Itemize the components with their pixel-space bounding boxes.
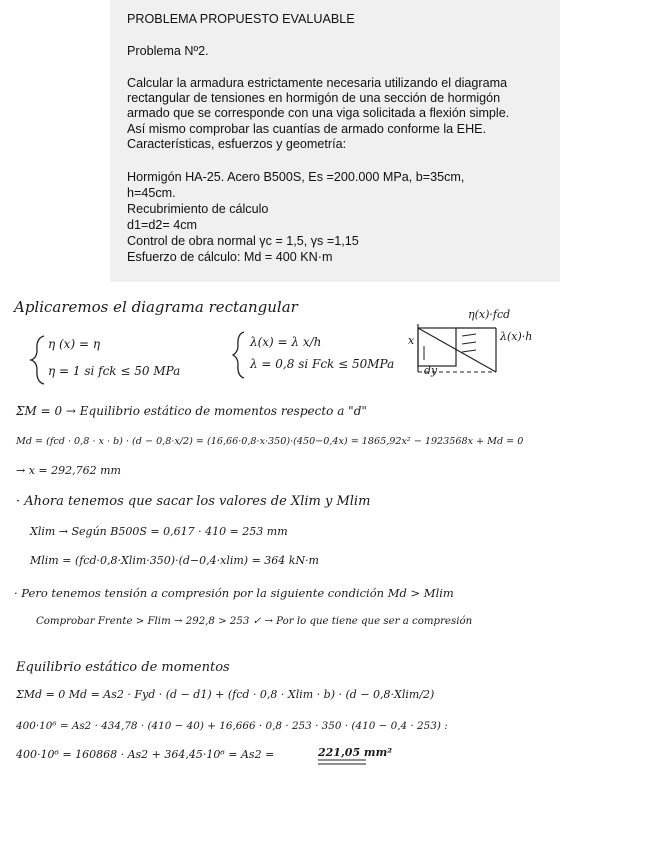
statement-title: PROBLEMA PROPUESTO EVALUABLE <box>127 12 355 26</box>
desc-line: Calcular la armadura estrictamente necesaria utilizando el diagrama <box>127 76 508 90</box>
diagram-label-x: x <box>408 334 415 347</box>
hw-final-equation: 400·10⁶ = 160868 · As2 + 364,45·10⁶ = As2 = <box>16 748 275 761</box>
diagram-label-top: η(x)·fcd <box>468 308 511 321</box>
desc-line: rectangular de tensiones en hormigón de una sección de hormigón <box>127 91 501 105</box>
hw-equilibrium-heading: ΣM = 0 → Equilibrio estático de momentos respecto a "d" <box>16 404 367 418</box>
spec-line: Hormigón HA-25. Acero B500S, Es =200.000 MPa, b=35cm, <box>127 170 465 184</box>
hw-as2-result: 221,05 mm² <box>318 746 393 759</box>
spec-line: d1=d2= 4cm <box>127 218 198 232</box>
spec-line: Control de obra normal γc = 1,5, γs =1,15 <box>127 234 359 248</box>
problem-number: Problema Nº2. <box>127 44 209 58</box>
hw-compression-note: · Pero tenemos tensión a compresión por la siguiente condición Md > Mlim <box>14 586 454 600</box>
spec-line: h=45cm. <box>127 186 176 200</box>
desc-line: Características, esfuerzos y geometría: <box>127 137 347 151</box>
hw-moments-heading: Equilibrio estático de momentos <box>16 660 230 675</box>
hw-eta-def: η (x) = η <box>48 337 101 351</box>
hw-lambda-cond: λ = 0,8 si Fck ≤ 50MPa <box>250 357 395 371</box>
spec-line: Esfuerzo de cálculo: Md = 400 KN·m <box>127 250 333 264</box>
arrow <box>462 342 476 344</box>
diagram-label-right: λ(x)·h <box>500 330 533 343</box>
hw-limits-heading: · Ahora tenemos que sacar los valores de Xlim y Mlim <box>16 494 371 509</box>
hw-x-result: → x = 292,762 mm <box>16 464 121 477</box>
hw-md-equation: Md = (fcd · 0,8 · x · b) · (d − 0,8·x/2) = (16,66·0,8·x·350)·(450−0,4x) = 1865,92x² − 1923568x + Md = 0 <box>16 436 524 447</box>
hw-lambda-def: λ(x) = λ x/h <box>250 335 322 349</box>
desc-line: Así mismo comprobar las cuantías de armado conforme la EHE. <box>127 122 487 136</box>
right-brace <box>233 332 244 378</box>
hw-xlim: Xlim → Según B500S = 0,617 · 410 = 253 mm <box>30 525 288 538</box>
hw-substitution: 400·10⁶ = As2 · 434,78 · (410 − 40) + 16,666 · 0,8 · 253 · 350 · (410 − 0,4 · 253) : <box>16 720 448 732</box>
hw-check: Comprobar Frente > Flim → 292,8 > 253 ✓ → Por lo que tiene que ser a compresión <box>36 616 473 627</box>
hw-moment-equation: ΣMd = 0 Md = As2 · Fyd · (d − d1) + (fcd · 0,8 · Xlim · b) · (d − 0,8·Xlim/2) <box>16 688 435 701</box>
diagram-label-d: dy <box>424 364 438 377</box>
arrow <box>462 350 476 352</box>
hw-mlim: Mlim = (fcd·0,8·Xlim·350)·(d−0,4·xlim) = 364 kN·m <box>30 554 319 567</box>
arrow <box>462 334 476 336</box>
left-brace <box>31 336 44 384</box>
hw-eta-cond: η = 1 si fck ≤ 50 MPa <box>48 364 181 378</box>
spec-line: Recubrimiento de cálculo <box>127 202 269 216</box>
hw-heading-rectangular: Aplicaremos el diagrama rectangular <box>14 298 298 316</box>
desc-line: armado que se corresponde con una viga solicitada a flexión simple. <box>127 106 510 120</box>
